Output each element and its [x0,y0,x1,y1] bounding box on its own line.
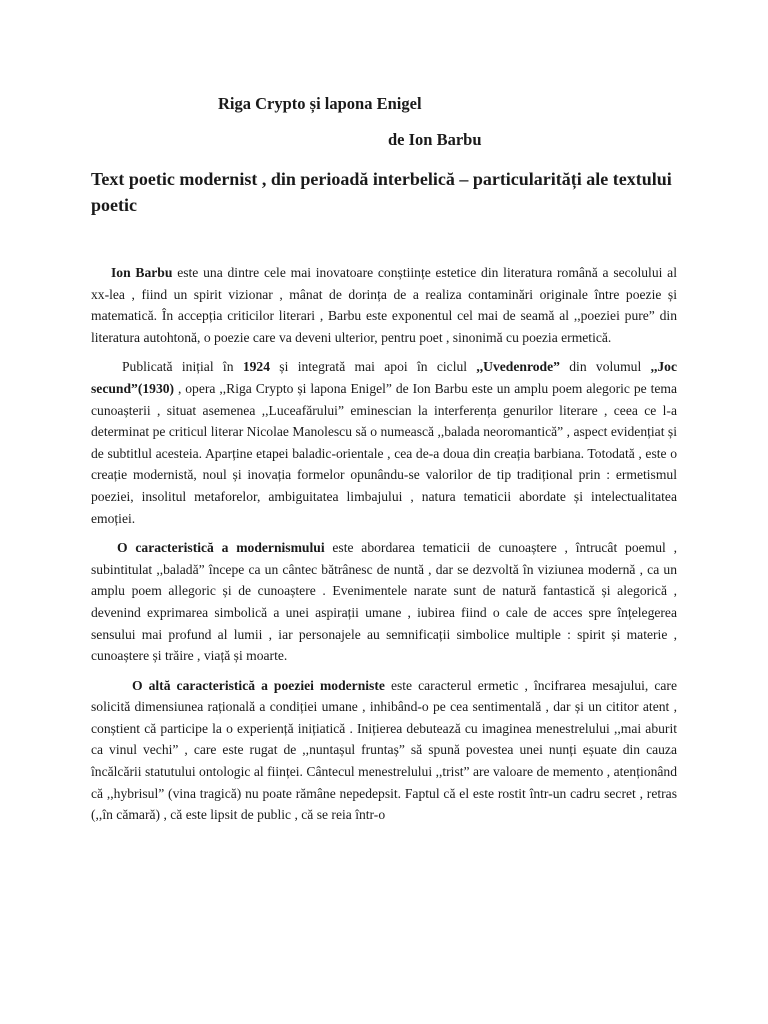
bold-run: ,,Joc secund”(1930) [91,359,677,396]
document-author: de Ion Barbu [388,130,482,149]
paragraph [91,262,677,348]
paragraph [91,675,677,826]
paragraph [91,356,677,529]
bold-run: O altă caracteristică a poeziei moderniste [132,677,385,693]
text-run: și integrată mai apoi în ciclul [270,359,477,375]
bold-run: O caracteristică a modernismului [117,540,325,556]
text-run: din volumul [559,359,651,375]
document-subtitle: Text poetic modernist , din perioadă interbelică – particularități ale textului poetic [91,169,672,215]
text-run: este abordarea tematicii de cunoaștere , întrucât poemul , subintitulat ,,baladă” începe ca un cântec bătrânesc de nuntă , dar se dezvoltă în viziunea modernă , ca un amplu poem allegoric și de cunoaștere . Evenimentele narate sunt de natură fantastică și alegorică , devenind exprimarea simbolică a unei aspirații umane , iubirea fiind o cale de acces spre înțelegerea sensului mai profund al lumii , iar personajele au semnificații simbolice multiple : spirit și materie , cunoaștere și trăire , viață și moarte. [91,540,677,664]
paragraph [91,537,677,667]
bold-run: 1924 [242,359,270,375]
bold-run: ,,Uvedenrode” [476,359,560,375]
bold-run: Ion Barbu [111,265,173,280]
text-run: este una dintre cele mai inovatoare conștiințe estetice din literatura română a secolului al xx-lea , fiind un spirit vizionar , mânat de dorința de a realiza contaminări originale între poezie și matematică. În accepția criticilor literari , Barbu este exponentul cel mai de seamă al ,,poeziei pure” din literatura autohtonă, o poezie care va deveni ulterior, pentru poet , sinonimă cu poezia ermetică. [91,265,677,345]
text-run: , opera ,,Riga Crypto și lapona Enigel” de Ion Barbu este un amplu poem alegoric pe tema cunoașterii , situat asemenea ,,Luceafărului” eminescian la interferența genurilor literare , ceea ce l-a determinat pe criticul literar Nicolae Manolescu să o numească ,,balada neoromantică” , aspect evidențiat și de subtitlul acesteia. Aparține etapei baladic-orientale , cea de-a doua din creația barbiana. Totodată , este o creație modernistă, noul și inovația formelor opunându-se valorilor de tip tradițional prin : ermetismul poeziei, insolitul metaforelor, ambiguitatea limbajului , natura tematicii abordate și intelectualitatea emoției. [91,380,677,526]
document-body [91,262,677,834]
document-title: Riga Crypto și lapona Enigel [218,94,422,113]
text-run: Publicată inițial în [122,359,243,375]
text-run: este caracterul ermetic , încifrarea mesajului, care solicită dimensiunea rațională a condiției umane , inhibând-o pe cea sentimentală , dar și un cititor atent , conștient că participe la o experiență inițiatică . Inițierea debutează cu imaginea menestrelului ,,mai aburit ca vinul vechi” , care este rugat de ,,nuntașul fruntaș” să spună povestea unei nunți eșuate din cauza încălcării statutului ontologic al ființei. Cântecul menestrelului ,,trist” are valoare de memento , atenționând că ,,hybrisul” (vina tragică) nu poate rămâne nepedepsit. Faptul că el este rostit într-un cadru secret , retras (,,în cămară) , că este lipsit de public , că se reia într-o [91,677,677,823]
